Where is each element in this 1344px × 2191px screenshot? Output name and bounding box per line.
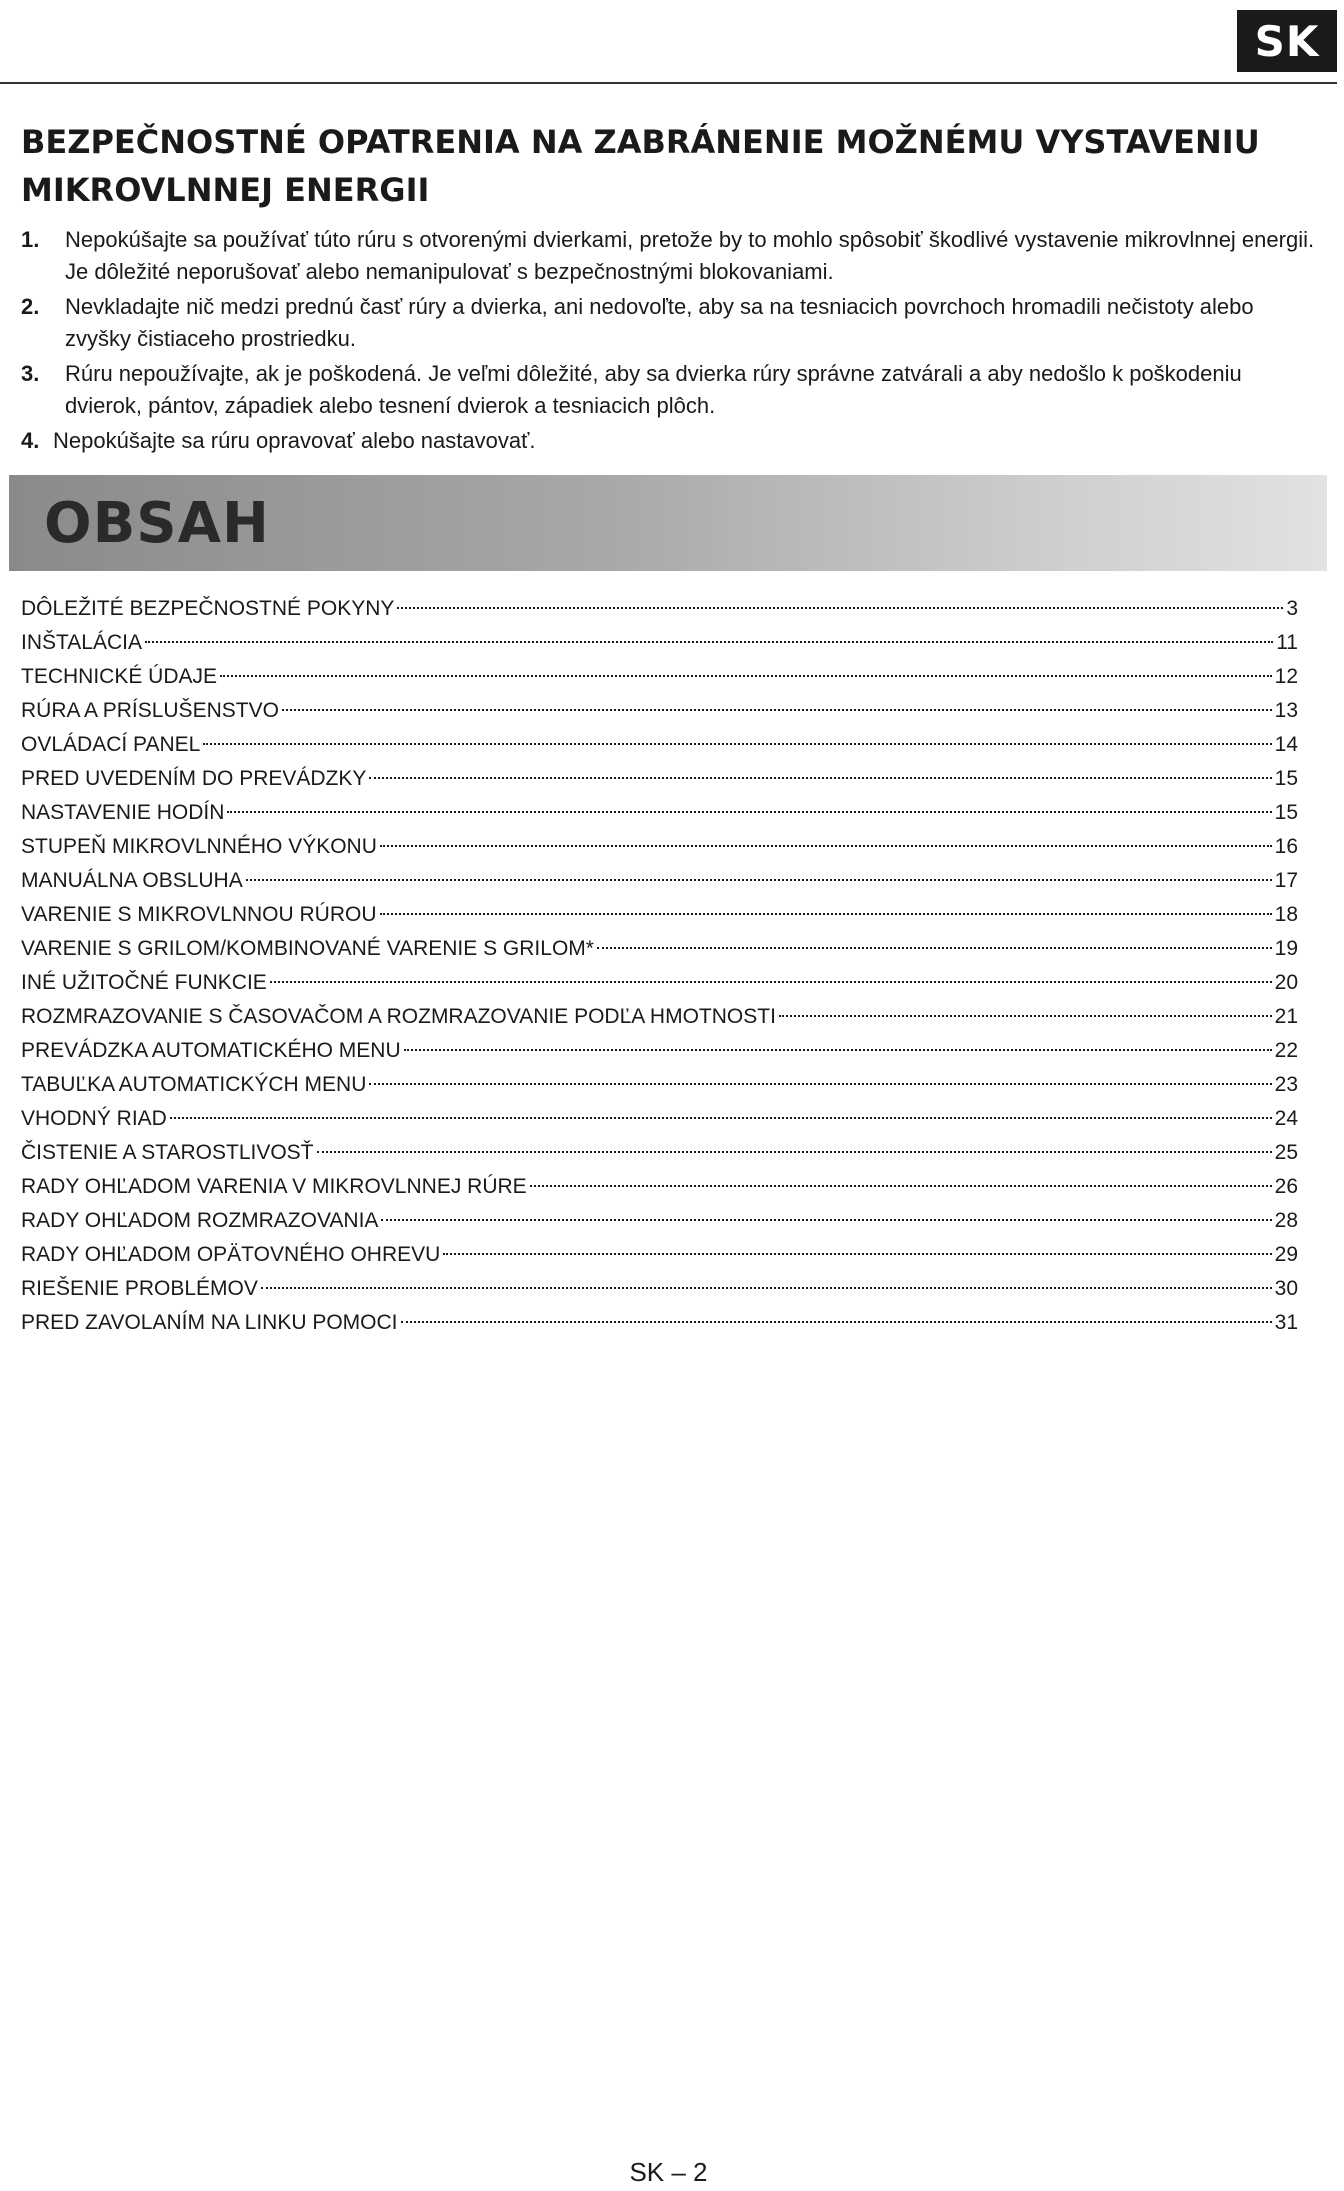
toc-leader-dots [282,709,1272,711]
toc-entry-label: TECHNICKÉ ÚDAJE [21,665,218,688]
toc-entry-label: OVLÁDACÍ PANEL [21,733,201,756]
toc-leader-dots [170,1117,1272,1119]
toc-entry-page: 28 [1274,1209,1298,1232]
precaution-item [21,291,1321,355]
toc-entry[interactable] [21,694,1298,728]
toc-entry-page: 17 [1274,869,1298,892]
precaution-item [21,224,1321,288]
toc-entry-label: VHODNÝ RIAD [21,1107,167,1130]
toc-leader-dots [369,777,1271,779]
toc-entry[interactable] [21,1034,1298,1068]
toc-entry-label: RÚRA A PRÍSLUŠENSTVO [21,699,279,722]
toc-entry-label: DÔLEŽITÉ BEZPEČNOSTNÉ POKYNY [21,597,395,620]
toc-leader-dots [381,1219,1271,1221]
toc-entry-page: 19 [1274,937,1298,960]
toc-entry-page: 31 [1274,1311,1298,1334]
precaution-number: 2. [21,294,40,319]
safety-section-title: BEZPEČNOSTNÉ OPATRENIA NA ZABRÁNENIE MOŽNÉMU VYSTAVENIU MIKROVLNNEJ ENERGII [21,123,1260,209]
precaution-text: Nepokúšajte sa používať túto rúru s otvorenými dvierkami, pretože by to mohlo spôsobiť škodlivé vystavenie mikrovlnnej energii. Je dôležité neporušovať alebo nemanipulovať s bezpečnostnými blokovaniami. [65,227,1315,284]
toc-entry-page: 24 [1274,1107,1298,1130]
toc-entry-page: 30 [1274,1277,1298,1300]
page-number: SK – 2 [629,2157,708,2187]
contents-banner [9,475,1327,571]
toc-entry[interactable] [21,1102,1298,1136]
toc-leader-dots [145,641,1273,643]
precaution-number: 1. [21,227,40,252]
toc-leader-dots [227,811,1271,813]
toc-entry-page: 15 [1274,801,1298,824]
toc-entry-page: 18 [1274,903,1298,926]
toc-leader-dots [369,1083,1271,1085]
toc-entry-label: RADY OHĽADOM ROZMRAZOVANIA [21,1209,379,1232]
toc-entry-label: RIEŠENIE PROBLÉMOV [21,1277,258,1300]
toc-entry-label: VARENIE S GRILOM/KOMBINOVANÉ VARENIE S GRILOM* [21,937,594,960]
toc-leader-dots [380,913,1272,915]
toc-entry[interactable] [21,1170,1298,1204]
toc-entry[interactable] [21,796,1298,830]
toc-entry-page: 3 [1286,597,1298,620]
toc-leader-dots [270,981,1272,983]
toc-entry-label: STUPEŇ MIKROVLNNÉHO VÝKONU [21,835,377,858]
toc-entry-page: 12 [1274,665,1298,688]
precaution-text: Nevkladajte nič medzi prednú časť rúry a dvierka, ani nedovoľte, aby sa na tesniacich povrchoch hromadili nečistoty alebo zvyšky čistiaceho prostriedku. [65,294,1254,351]
toc-entry[interactable] [21,966,1298,1000]
toc-leader-dots [597,947,1272,949]
toc-entry-page: 20 [1274,971,1298,994]
toc-entry-label: ČISTENIE A STAROSTLIVOSŤ [21,1141,314,1164]
toc-entry-page: 14 [1274,733,1298,756]
toc-entry-page: 29 [1274,1243,1298,1266]
toc-leader-dots [779,1015,1272,1017]
toc-entry-page: 26 [1274,1175,1298,1198]
toc-entry[interactable] [21,1000,1298,1034]
toc-entry[interactable] [21,626,1298,660]
toc-entry-label: RADY OHĽADOM OPÄTOVNÉHO OHREVU [21,1243,441,1266]
toc-leader-dots [380,845,1272,847]
header-rule [0,82,1337,84]
toc-entry-label: PREVÁDZKA AUTOMATICKÉHO MENU [21,1039,401,1062]
toc-entry-page: 15 [1274,767,1298,790]
toc-entry-page: 23 [1274,1073,1298,1096]
toc-entry[interactable] [21,1272,1298,1306]
toc-entry-page: 25 [1274,1141,1298,1164]
toc-entry-label: INŠTALÁCIA [21,631,142,654]
toc-entry-label: ROZMRAZOVANIE S ČASOVAČOM A ROZMRAZOVANIE PODĽA HMOTNOSTI [21,1005,776,1028]
contents-title: OBSAH [44,491,270,556]
toc-entry[interactable] [21,830,1298,864]
toc-entry[interactable] [21,1204,1298,1238]
precaution-number: 3. [21,361,40,386]
toc-entry[interactable] [21,864,1298,898]
toc-leader-dots [220,675,1272,677]
toc-leader-dots [397,607,1283,609]
toc-entry-label: RADY OHĽADOM VARENIA V MIKROVLNNEJ RÚRE [21,1175,527,1198]
toc-entry-page: 16 [1274,835,1298,858]
toc-leader-dots [261,1287,1272,1289]
toc-leader-dots [203,743,1271,745]
toc-entry-page: 13 [1274,699,1298,722]
toc-entry[interactable] [21,1238,1298,1272]
toc-entry-label: TABUĽKA AUTOMATICKÝCH MENU [21,1073,367,1096]
precaution-text: Rúru nepoužívajte, ak je poškodená. Je veľmi dôležité, aby sa dvierka rúry správne zatvárali a aby nedošlo k poškodeniu dvierok, pántov, západiek alebo tesnení dvierok a tesniacich plôch. [65,361,1242,418]
toc-entry-page: 22 [1274,1039,1298,1062]
toc-entry[interactable] [21,898,1298,932]
toc-entry[interactable] [21,762,1298,796]
toc-entry[interactable] [21,660,1298,694]
toc-entry-page: 21 [1274,1005,1298,1028]
toc-leader-dots [401,1321,1272,1323]
precaution-text: Nepokúšajte sa rúru opravovať alebo nastavovať. [53,428,536,453]
toc-entry[interactable] [21,932,1298,966]
toc-entry-label: VARENIE S MIKROVLNNOU RÚROU [21,903,377,926]
toc-entry[interactable] [21,592,1298,626]
toc-leader-dots [317,1151,1272,1153]
toc-entry[interactable] [21,1136,1298,1170]
toc-leader-dots [404,1049,1272,1051]
language-badge: SK [1237,10,1337,72]
toc-entry-label: MANUÁLNA OBSLUHA [21,869,243,892]
toc-leader-dots [443,1253,1271,1255]
toc-leader-dots [246,879,1272,881]
toc-entry-label: INÉ UŽITOČNÉ FUNKCIE [21,971,267,994]
safety-precautions-list [21,224,1321,460]
toc-entry[interactable] [21,1306,1298,1340]
toc-entry[interactable] [21,1068,1298,1102]
toc-entry-label: NASTAVENIE HODÍN [21,801,225,824]
toc-entry-label: PRED ZAVOLANÍM NA LINKU POMOCI [21,1311,398,1334]
toc-leader-dots [530,1185,1272,1187]
precaution-item [21,425,1321,457]
toc-entry[interactable] [21,728,1298,762]
toc-entry-label: PRED UVEDENÍM DO PREVÁDZKY [21,767,367,790]
toc-entry-page: 11 [1276,631,1298,654]
precaution-number: 4. [21,428,40,453]
precaution-item [21,358,1321,422]
table-of-contents [21,592,1298,1340]
